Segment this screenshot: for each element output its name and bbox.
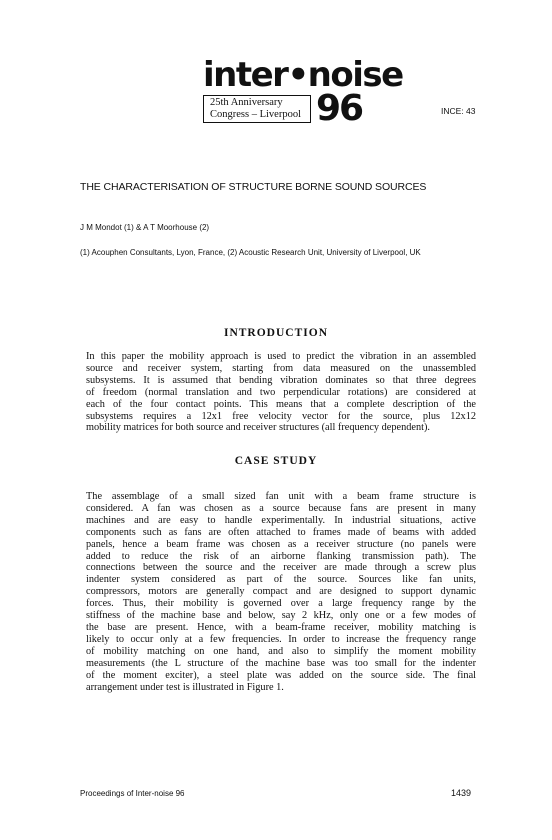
paper-title: THE CHARACTERISATION OF STRUCTURE BORNE SOUND SOURCES (80, 181, 427, 193)
logo-year: 96 (316, 88, 363, 129)
paragraph-line: of freedom (normal translation and two perpendicular rotations) are considered at (86, 386, 476, 398)
paragraph-line: forces. Thus, their mobility is governed over a large frequency range by the (86, 598, 476, 610)
paper-affiliations: (1) Acouphen Consultants, Lyon, France, (2) Acoustic Research Unit, University of Liverpool, UK (80, 248, 421, 257)
paragraph-line: considered. A fan was chosen as a source because fans are present in many (86, 502, 476, 514)
congress-logo (203, 55, 403, 130)
paragraph-line: In this paper the mobility approach is used to predict the vibration in an assembled (86, 351, 476, 362)
paragraph-line: subsystems requires a 12x1 free velocity vector for the source, plus 12x12 (86, 410, 476, 422)
case-study-heading: CASE STUDY (234, 455, 318, 467)
logo-box-line-1: 25th Anniversary (210, 97, 283, 108)
paragraph-line: machines and are easy to handle experimentally. In industrial situations, active (86, 514, 476, 526)
paragraph-line: of mobility matching on one hand, and also to simplify the moment mobility (86, 645, 476, 657)
introduction-paragraph (86, 351, 476, 434)
case-study-paragraph (86, 491, 476, 693)
paper-authors: J M Mondot (1) & A T Moorhouse (2) (80, 223, 210, 232)
logo-anniversary-box (203, 95, 311, 123)
footer-page-number: 1439 (451, 788, 472, 798)
paragraph-line: stiffness of the machine base and below, say 2 kHz, only one or a few modes of (86, 610, 476, 622)
paragraph-line: the base are present. Hence, with a beam-frame receiver, mobility matching is (86, 621, 476, 633)
paragraph-line: source and receiver system, starting from data measured on the unassembled (86, 362, 476, 374)
paragraph-line: components such as fans are often attached to frames made of beams with added (86, 526, 476, 538)
logo-wordmark: inter•noise (203, 55, 403, 95)
logo-box-line-2: Congress – Liverpool (210, 109, 301, 120)
paragraph-line: arrangement under test is illustrated in Figure 1. (86, 681, 284, 693)
paragraph-line: connections between the source and the receiver are made through a screw plus (86, 562, 476, 574)
paragraph-line: likely to occur only at a few frequencies. In order to increase the frequency range (86, 633, 476, 645)
paragraph-line: mobility matrices for both source and receiver structures (all frequency dependent). (86, 422, 430, 434)
paragraph-line: compressors, motors are generally compact and are designed to support dynamic (86, 586, 476, 598)
footer-proceedings: Proceedings of Inter-noise 96 (80, 789, 185, 798)
paragraph-line: panels, hence a beam frame was chosen as a receiver structure (no panels were (86, 538, 476, 550)
introduction-heading: INTRODUCTION (223, 327, 328, 339)
paragraph-line: measurements (the L structure of the machine base was too small for the indenter (86, 657, 476, 669)
ince-code: INCE: 43 (441, 106, 476, 116)
paragraph-line: added to reduce the risk of an airborne flanking transmission path). The (86, 550, 476, 562)
paragraph-line: subsystems. It is assumed that bending vibration dominates so that three degrees (86, 374, 476, 386)
paragraph-line: The assemblage of a small sized fan unit with a beam frame structure is (86, 491, 476, 502)
paragraph-line: indenter system considered as part of the source. Sources like fan units, (86, 574, 476, 586)
paragraph-line: each of the four contact points. This means that a complete description of the (86, 398, 476, 410)
paragraph-line: of the moment exciter), a steel plate was added on the source side. The final (86, 669, 476, 681)
